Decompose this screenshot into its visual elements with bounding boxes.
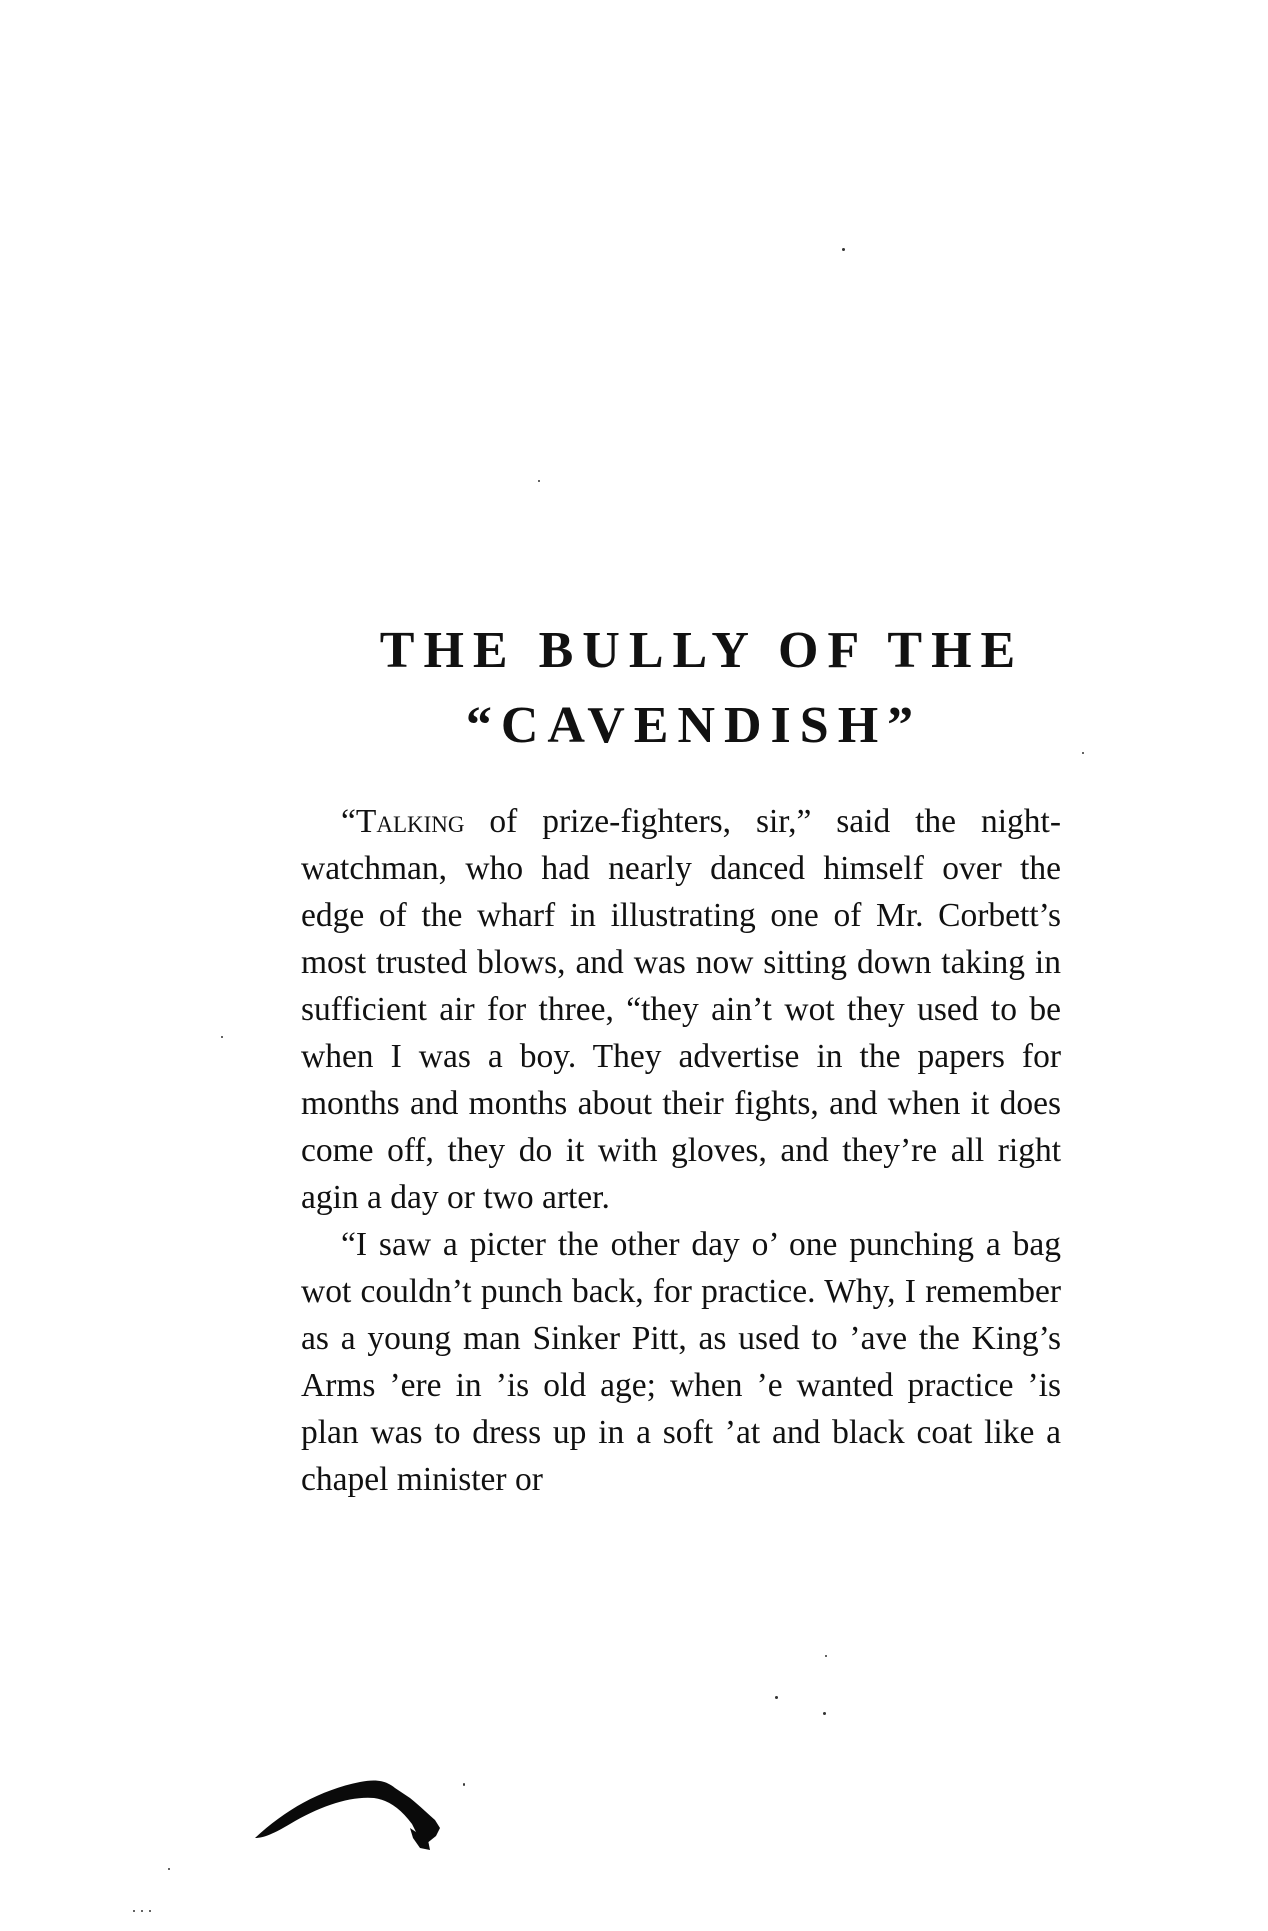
scan-speck bbox=[538, 480, 540, 482]
paragraph-1-lead: “Talking bbox=[341, 803, 465, 840]
ink-blot bbox=[250, 1740, 470, 1860]
chapter-body bbox=[301, 798, 1061, 1503]
scan-speck bbox=[168, 1868, 170, 1870]
scan-speck bbox=[133, 1910, 135, 1912]
paragraph-2 bbox=[301, 1221, 1061, 1503]
paragraph-2-text: “I saw a picter the other day o’ one punching a bag wot couldn’t punch back, for practice. Why, I remember as a young man Sinker Pitt, as used to ’ave the King’s Arms ’ere in ’is old age; when ’e wanted practice ’is plan was to dress up in a soft ’at and black coat like a chapel minister or bbox=[301, 1226, 1061, 1498]
scan-speck bbox=[775, 1696, 778, 1699]
scan-speck bbox=[842, 248, 845, 251]
paragraph-1 bbox=[301, 798, 1061, 1221]
chapter-title-line-1: THE BULLY OF THE bbox=[379, 622, 1025, 679]
scan-speck bbox=[221, 1036, 223, 1038]
scan-speck bbox=[149, 1910, 151, 1912]
scan-speck bbox=[1082, 752, 1084, 754]
scan-speck bbox=[823, 1712, 826, 1715]
scan-speck bbox=[825, 1655, 827, 1657]
chapter-title-line-2: “CAVENDISH” bbox=[465, 697, 923, 754]
paragraph-1-text: of prize-fighters, sir,” said the night-watchman, who had nearly danced himself over the edge of the wharf in illustrating one of Mr. Corbett’s most trusted blows, and was now sitting down taking in sufficient air for three, “they ain’t wot they used to be when I was a boy. They advertise in the papers for months and months about their fights, and when it does come off, they do it with gloves, and they’re all right agin a day or two arter. bbox=[301, 803, 1061, 1216]
scan-speck bbox=[141, 1910, 143, 1912]
